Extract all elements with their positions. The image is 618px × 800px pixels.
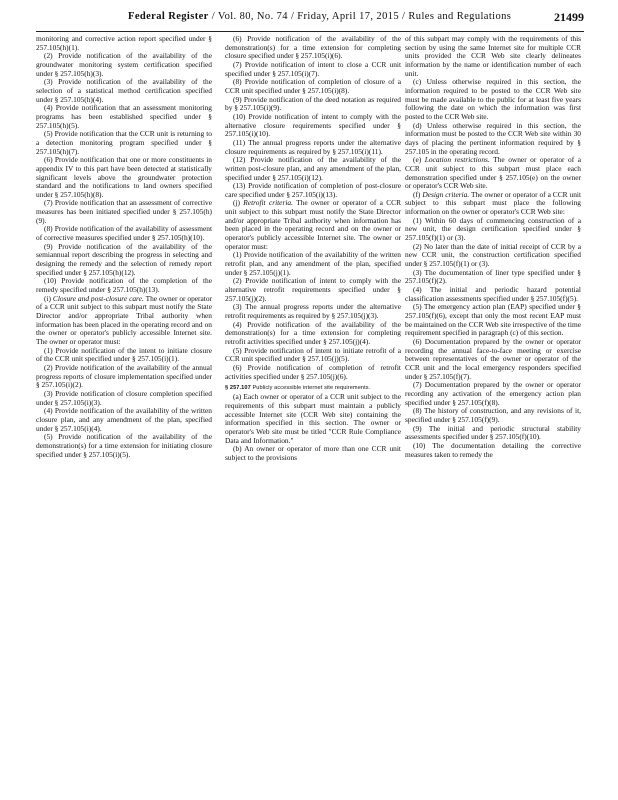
paragraph-text: (6) Provide notification of completion of retrofit activities specified under § 257.105(j)(6). [225, 362, 401, 381]
paragraph [36, 78, 212, 104]
paragraph-text: (a) Each owner or operator of a CCR unit subject to the requirements of this subpart must maintain a publicly accessible Internet site (CCR Web site) containing the information specified in this section. The owner or operator's Web site must be titled "CCR Rule Compliance Data and Information." [225, 392, 401, 445]
paragraph [405, 191, 581, 217]
paragraph [36, 35, 212, 52]
paragraph-text: (d) Unless otherwise required in this section, the information must be posted to the CCR Web site within 30 days of placing the pertinent information required by § 257.105 in the operating record. [405, 120, 581, 156]
paragraph [225, 303, 401, 320]
paragraph-text: (12) Provide notification of the availability of the written post-closure plan, and any amendment of the plan, specified under § 257.105(i)(12). [225, 155, 401, 182]
paragraph-text: (1) Provide notification of the intent to initiate closure of the CCR unit specified under § 257.105(i)(1). [36, 345, 212, 364]
paragraph [225, 277, 401, 303]
paragraph [36, 390, 212, 407]
paragraph [225, 182, 401, 199]
paragraph-text: The owner or operator of a CCR unit subject to this subpart must notify the State Director and/or appropriate Tribal authority when information has been placed in the operating record and on the owner or operator's publicly accessible Internet site. The owner or operator must: [225, 198, 401, 251]
paragraph-text: (3) Provide notification of closure completion specified under § 257.105(i)(3). [36, 388, 212, 407]
paragraph-text: (13) Provide notification of completion of post-closure care specified under § 257.105(i)(13). [225, 181, 401, 199]
paragraph-heading: Retrofit criteria. [243, 198, 293, 208]
paragraph [405, 425, 581, 442]
paragraph-text: (6) Provide notification of the availability of the demonstration(s) for a time extension for completing closure specified under § 257.105(i)(6). [225, 34, 401, 61]
paragraph [225, 347, 401, 364]
page-number: 21499 [554, 10, 584, 24]
paragraph-text: (1) Within 60 days of commencing construction of a new unit, the design certification specified under § 257.105(f)(1) or (3). [405, 215, 581, 243]
paragraph-text: (6) Provide notification that one or more constituents in appendix IV to this part have been detected at statistically significant levels above the groundwater protection standard and the notifications to land owners specified under § 257.105(h)(8). [36, 155, 212, 199]
paragraph [225, 35, 401, 61]
paragraph [36, 130, 212, 156]
paragraph [405, 217, 581, 243]
section-heading [225, 384, 401, 392]
paragraph [36, 199, 212, 225]
paragraph-text: (7) Provide notification of intent to close a CCR unit specified under § 257.105(i)(7). [225, 59, 401, 78]
publication-name: Federal Register [128, 11, 209, 22]
paragraph-label: (j) [233, 198, 244, 208]
paragraph-text: (3) Provide notification of the availability of the selection of a statistical method certification specified under § 257.105(h)(4). [36, 77, 212, 104]
paragraph [405, 269, 581, 286]
paragraph-text: (6) Documentation prepared by the owner or operator recording the annual face-to-face meeting or exercise between representatives of the owner or operator of the CCR unit and the local emergency responders specified under § 257.105(f)(7). [405, 336, 581, 381]
paragraph [225, 445, 401, 462]
paragraph [225, 113, 401, 139]
text-column-2 [225, 35, 401, 463]
paragraph [225, 78, 401, 95]
paragraph-label: (e) [413, 155, 425, 165]
paragraph-text: (10) The documentation detailing the corrective measures taken to remedy the [405, 440, 581, 459]
paragraph [36, 243, 212, 278]
paragraph-text: (9) Provide notification of the availability of the semiannual report describing the progress in selecting and designing the remedy and the selection of remedy report specified under § 257.105(h)(12). [36, 241, 212, 277]
text-column-1 [36, 35, 212, 459]
paragraph-label: (f) [413, 189, 423, 199]
paragraph-text: monitoring and corrective action report specified under § 257.105(h)(1). [36, 34, 212, 52]
paragraph [225, 199, 401, 251]
paragraph [36, 52, 212, 78]
paragraph-text: (10) Provide notification of intent to comply with the alternative closure requirements specified under § 257.105(i)(10). [225, 111, 401, 139]
paragraph-text: (4) Provide notification of the availability of the demonstration(s) for a time extension for completing retrofit activities specified under § 257.105(j)(4). [225, 319, 401, 346]
section-number: § 257.107 [225, 385, 251, 392]
paragraph [225, 156, 401, 182]
paragraph-text: (b) An owner or operator of more than one CCR unit subject to the provisions [225, 444, 401, 462]
paragraph [225, 393, 401, 445]
paragraph [405, 122, 581, 157]
paragraph [405, 381, 581, 407]
paragraph-heading: Closure and post-closure care. [52, 293, 144, 303]
paragraph [36, 277, 212, 294]
paragraph [36, 364, 212, 390]
paragraph-text: (5) Provide notification that the CCR unit is returning to a detection monitoring program specified under § 257.105(h)(7). [36, 129, 212, 156]
paragraph [405, 407, 581, 424]
paragraph-text: (8) Provide notification of completion of closure of a CCR unit specified under § 257.105(i)(8). [225, 77, 401, 95]
paragraph-text: (2) Provide notification of the availability of the groundwater monitoring system certification specified under § 257.105(h)(3). [36, 51, 212, 78]
paragraph [405, 286, 581, 303]
paragraph [405, 338, 581, 381]
paragraph-text: (1) Provide notification of the availability of the written retrofit plan, and any amendment of the plan, specified under § 257.105(j)(1). [225, 250, 401, 277]
paragraph-text: (3) The annual progress reports under the alternative retrofit requirements as required by § 257.105(j)(3). [225, 302, 401, 320]
paragraph [36, 295, 212, 347]
paragraph-text: The owner or operator of a CCR unit subject to this subpart must notify the State Director and/or appropriate Tribal authority when information has been placed in the operating record and on the owner or operator's publicly accessible Internet site. The owner or operator must: [36, 293, 213, 346]
paragraph-text: (c) Unless otherwise required in this section, the information required to be posted to the CCR Web site must be made available to the public for at least five years following the date on which the information was first posted to the CCR Web site. [405, 77, 581, 121]
paragraph-text: (4) Provide notification that an assessment monitoring programs has been established specified under § 257.105(h)(5). [36, 103, 212, 130]
paragraph-text: (7) Provide notification that an assessment of corrective measures has been initiated specified under § 257.105(h)(9). [36, 198, 212, 225]
paragraph [225, 96, 401, 113]
paragraph-text: of this subpart may comply with the requirements of this section by using the same Internet site for multiple CCR units provided the CCR Web site clearly delineates information by the name or identification number of each unit. [405, 34, 581, 78]
header-text [128, 11, 511, 22]
paragraph-heading: Location restrictions. [424, 155, 490, 165]
paragraph-text: (9) The initial and periodic structural stability assessments specified under § 257.105(f)(10). [405, 423, 581, 442]
paragraph-text: (8) Provide notification of the availability of assessment of corrective measures specified under § 257.105(h)(10). [36, 224, 212, 243]
paragraph [36, 347, 212, 364]
paragraph-label: (i) [44, 293, 53, 303]
paragraph-text: (5) The emergency action plan (EAP) specified under § 257.105(f)(6), except that only the most recent EAP must be maintained on the CCR Web site irrespective of the time requirement specified in paragraph (c) of this section. [405, 302, 581, 338]
paragraph [405, 78, 581, 121]
paragraph [225, 251, 401, 277]
paragraph [405, 156, 581, 191]
paragraph [225, 364, 401, 381]
paragraph-text: (10) Provide notification of the completion of the remedy specified under § 257.105(h)(13). [36, 276, 212, 295]
paragraph-text: (11) The annual progress reports under the alternative closure requirements as required by § 257.105(i)(11). [225, 137, 401, 156]
paragraph [405, 303, 581, 338]
paragraph-text: The owner or operator of a CCR unit subject to this subpart must place each demonstration specified under § 257.105(e) on the owner or operator's CCR Web site. [405, 155, 581, 191]
paragraph-text: The owner or operator of a CCR unit subject to this subpart must place the following information on the owner or operator's CCR Web site: [405, 189, 582, 217]
paragraph [36, 225, 212, 242]
paragraph-heading: Design criteria. [422, 189, 470, 199]
paragraph [405, 442, 581, 459]
paragraph-text: (3) The documentation of liner type specified under § 257.105(f)(2). [405, 267, 581, 286]
paragraph [405, 243, 581, 269]
paragraph-text: (7) Documentation prepared by the owner or operator recording any activation of the emergency action plan specified under § 257.105(f)(8). [405, 380, 581, 407]
paragraph-text: (9) Provide notification of the deed notation as required by § 257.105(i)(9). [225, 94, 401, 113]
issue-details: / Vol. 80, No. 74 / Friday, April 17, 2015 / Rules and Regulations [211, 11, 512, 22]
paragraph [405, 35, 581, 78]
paragraph-text: (2) Provide notification of the availability of the annual progress reports of closure implementation specified under § 257.105(i)(2). [36, 362, 212, 390]
page-header [36, 10, 584, 26]
paragraph-text: (4) Provide notification of the availability of the written closure plan, and any amendment of the plan, specified under § 257.105(i)(4). [36, 406, 212, 433]
paragraph [36, 104, 212, 130]
paragraph-text: (2) No later than the date of initial receipt of CCR by a new CCR unit, the construction certification specified under § 257.105(f)(1) or (3). [405, 241, 581, 269]
paragraph [225, 61, 401, 78]
paragraph-text: (4) The initial and periodic hazard potential classification assessments specified under § 257.105(f)(5). [405, 285, 581, 303]
text-column-3 [405, 35, 581, 459]
paragraph-text: (8) The history of construction, and any revisions of it, specified under § 257.105(f)(9). [405, 406, 581, 424]
paragraph-text: (5) Provide notification of intent to initiate retrofit of a CCR unit specified under § 257.105(j)(5). [225, 345, 401, 364]
section-title: Publicly accessible internet site requirements. [250, 385, 371, 392]
paragraph-text: (2) Provide notification of intent to comply with the alternative retrofit requirements specified under § 257.105(j)(2). [225, 276, 401, 303]
paragraph [225, 139, 401, 156]
paragraph [225, 321, 401, 347]
paragraph-text: (5) Provide notification of the availability of the demonstration(s) for a time extension for initiating closure specified under § 257.105(i)(5). [36, 432, 212, 459]
paragraph [36, 156, 212, 199]
header-rule [36, 31, 584, 32]
paragraph [36, 407, 212, 433]
paragraph [36, 433, 212, 459]
